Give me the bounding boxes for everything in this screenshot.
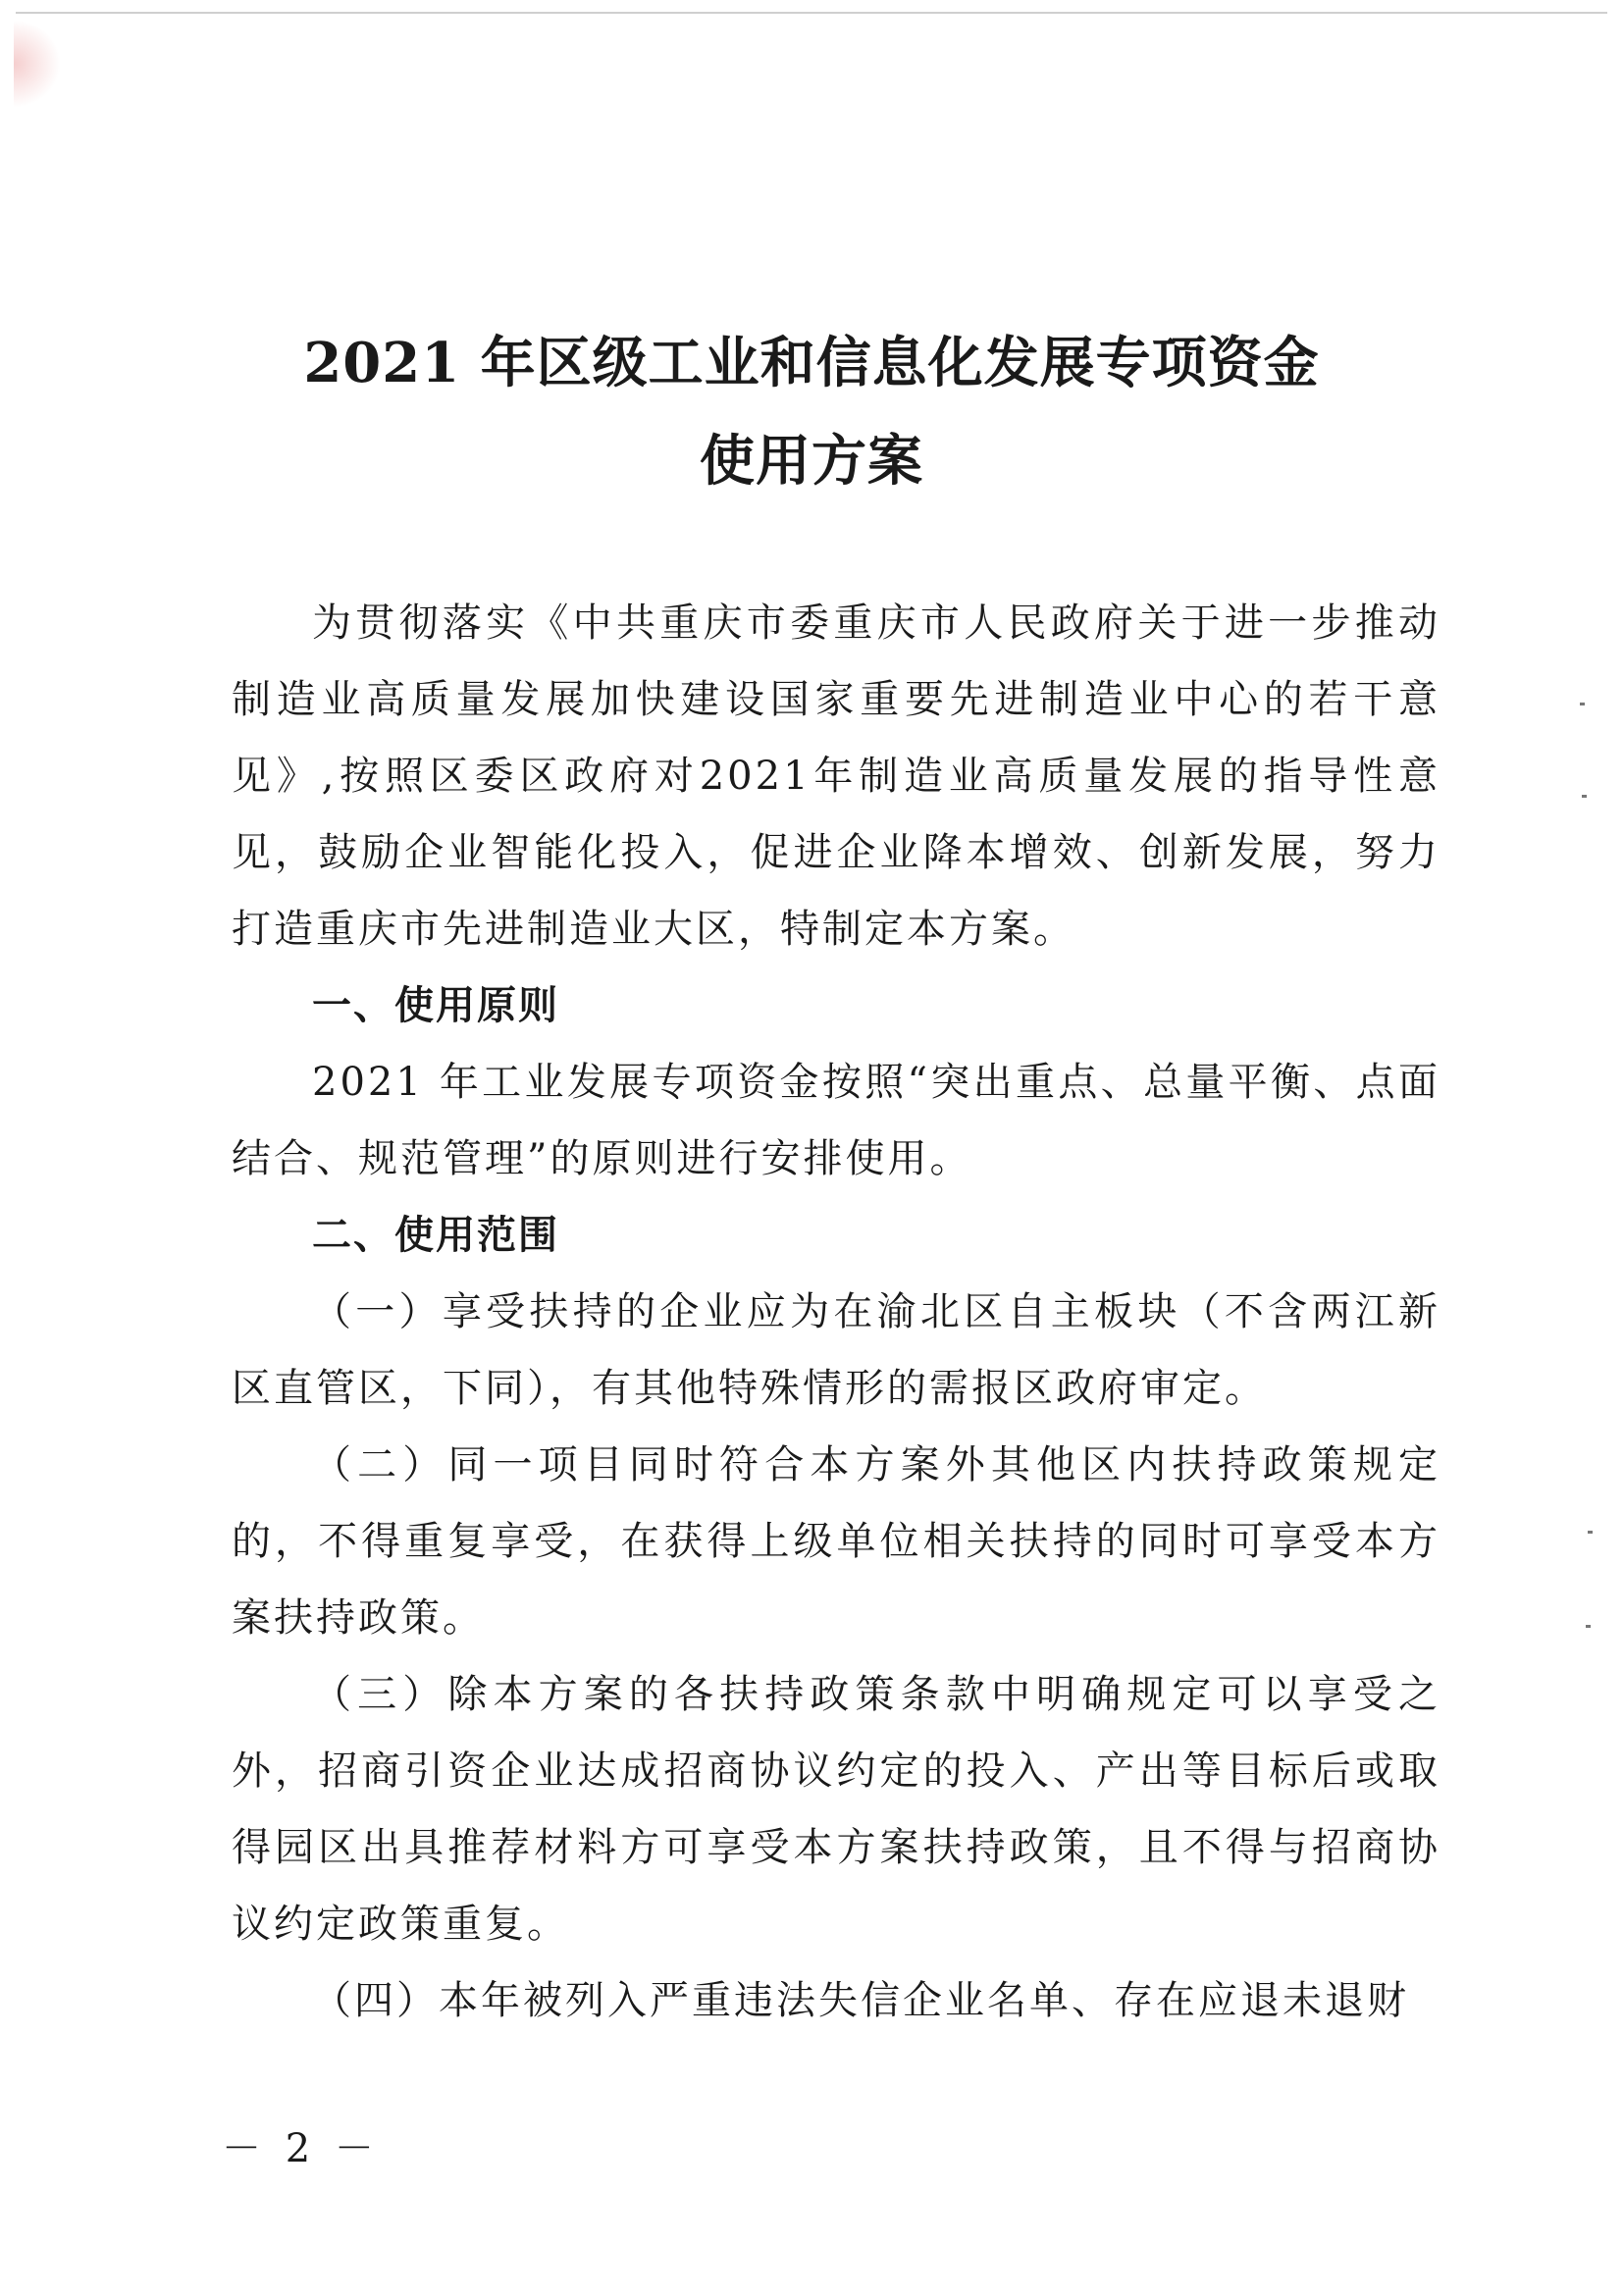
- scan-speck: [1586, 1625, 1591, 1628]
- principles-paragraph: 2021 年工业发展专项资金按照“突出重点、总量平衡、点面结合、规范管理”的原则进行安排使用。: [232, 1060, 1440, 1181]
- document-title-line-2: 使用方案: [700, 429, 923, 494]
- scope-item-4: （四）本年被列入严重违法失信企业名单、存在应退未退财: [312, 1978, 1409, 2023]
- section-heading-principles: 一、使用原则: [312, 983, 559, 1028]
- document-title-line-1: 2021 年区级工业和信息化发展专项资金: [303, 331, 1320, 395]
- scope-item-1: （一）享受扶持的企业应为在渝北区自主板块（不含两江新区直管区，下同），有其他特殊情形的需报区政府审定。: [232, 1289, 1440, 1411]
- scan-speck: [1582, 795, 1587, 798]
- document-body: [232, 585, 1440, 2039]
- scan-top-border: [16, 12, 1607, 14]
- scan-speck: [1588, 1531, 1593, 1534]
- scan-speck: [1580, 703, 1585, 705]
- scope-item-2: （二）同一项目同时符合本方案外其他区内扶持政策规定的，不得重复享受，在获得上级单位相关扶持的同时可享受本方案扶持政策。: [232, 1442, 1440, 1641]
- seal-bleed-mark: [14, 20, 61, 108]
- scope-item-3: （三）除本方案的各扶持政策条款中明确规定可以享受之外，招商引资企业达成招商协议约定的投入、产出等目标后或取得园区出具推荐材料方可享受本方案扶持政策，且不得与招商协议约定政策重复。: [232, 1672, 1440, 1947]
- section-heading-scope: 二、使用范围: [312, 1213, 559, 1258]
- page-number: － 2 －: [222, 2126, 380, 2171]
- intro-paragraph: 为贯彻落实《中共重庆市委重庆市人民政府关于进一步推动制造业高质量发展加快建设国家重要先进制造业中心的若干意见》,按照区委区政府对2021年制造业高质量发展的指导性意见，鼓励企业智能化投入，促进企业降本增效、创新发展，努力打造重庆市先进制造业大区，特制定本方案。: [232, 600, 1440, 952]
